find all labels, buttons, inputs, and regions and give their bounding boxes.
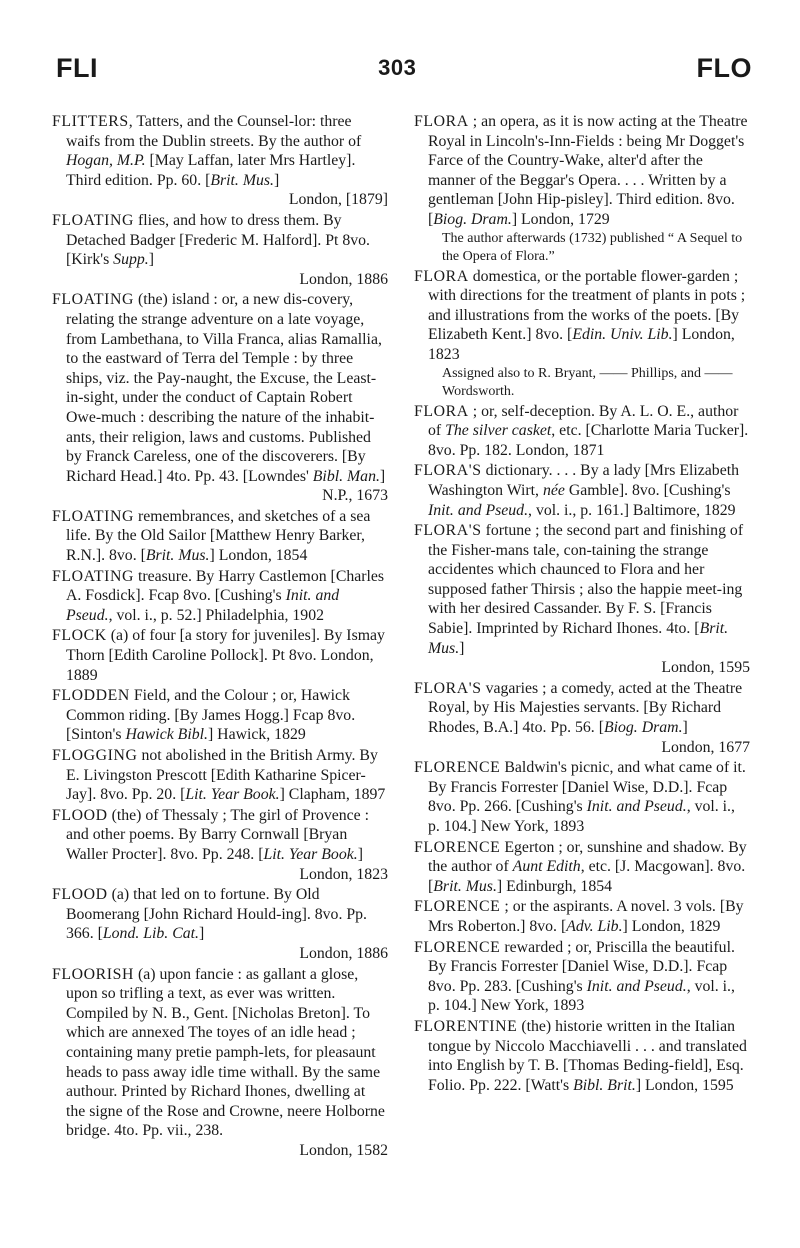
entry-imprint: London, 1823 — [299, 865, 388, 883]
entry-headword: FLORA — [414, 113, 469, 130]
entry-description: not abolished in the British Army. By E. Livingston Prescott [Edith Katharine Spicer-Jay]. 8vo. Pp. 20. [Lit. Year Book.] Clapham, 1897 — [66, 747, 386, 804]
entry-description: Field, and the Colour ; or, Hawick Common riding. [By James Hogg.] Fcap 8vo. [Sinton's Hawick Bibl.] Hawick, 1829 — [66, 687, 356, 744]
entry-description: vagaries ; a comedy, acted at the Theatre Royal, by His Majesties servants. [By Richard Rhodes, B.A.] 4to. Pp. 56. [Biog. Dram.] — [428, 679, 743, 737]
entry-headword: FLORA'S — [414, 522, 482, 540]
entry-description: domestica, or the portable flower-garden ; with directions for the treatment of plants in pots ; and illustrations from the works of the poets. [By Elizabeth Kent.] 8vo. [Edin. Univ. Lib.] London, 1823 — [428, 267, 746, 363]
entry-imprint: London, [1879] — [288, 191, 388, 209]
bib-entry — [414, 267, 750, 401]
entry-description: (the) historie written in the Italian tongue by Niccolo Macchiavelli . . . and translated into English by T. B. [Thomas Beding-field], Esq. Folio. Pp. 222. [Watt's Bibl. Brit.] London, 1595 — [428, 1017, 747, 1094]
entry-headword: FLORENCE — [414, 898, 501, 916]
entry-headword: FLITTERS — [52, 113, 129, 130]
bib-entry — [414, 897, 750, 936]
left-column — [52, 112, 388, 1161]
entry-note: The author afterwards (1732) published “ A Sequel to the Opera of Flora.” — [442, 230, 743, 264]
entry-headword: FLORENCE — [414, 938, 501, 956]
entry-description: remembrances, and sketches of a sea life. By the Old Sailor [Matthew Henry Barker, R.N.]. 8vo. [Brit. Mus.] London, 1854 — [66, 507, 371, 565]
entry-description: dictionary. . . . By a lady [Mrs Elizabeth Washington Wirt, née Gamble]. 8vo. [Cushing's Init. and Pseud., vol. i., p. 161.] Baltimore, 1829 — [428, 462, 739, 519]
right-guide-word: FLO — [696, 52, 752, 83]
bib-entry — [414, 679, 750, 757]
entry-headword: FLORENCE — [414, 759, 501, 777]
bib-entry — [52, 806, 388, 884]
entry-headword: FLORA'S — [414, 679, 482, 697]
left-guide-word: FLI — [56, 52, 98, 83]
bib-entry — [52, 686, 388, 745]
bib-entry — [52, 507, 388, 566]
entry-imprint: N.P., 1673 — [322, 487, 388, 505]
entry-note: Assigned also to R. Bryant, —— Phillips, and —— Wordsworth. — [442, 365, 733, 399]
bib-entry — [52, 290, 388, 506]
entry-headword: FLORA — [414, 402, 469, 420]
entry-headword: FLOATING — [52, 211, 135, 229]
bib-entry — [52, 885, 388, 963]
entry-imprint: London, 1886 — [299, 270, 388, 288]
entry-description: (the) island : or, a new dis-covery, relating the strange adventure on a late voyage, from Lambethana, to Villa Franca, alias Ramallia, to the eastward of Terra del Temple : by three ships, viz. the Pay-naught, the Excuse, the Least-in-sight, under the conduct of Captain Robert Owe-much : describing the nature of the inhabit-ants, their religion, laws and customs. Published by Franck Careless, one of the discoverers. [By Richard Head.] 4to. Pp. 43. [Lowndes' Bibl. Man.] — [66, 291, 386, 485]
entry-imprint: London, 1886 — [299, 944, 388, 962]
entry-description: Baldwin's picnic, and what came of it. By Francis Forrester [Daniel Wise, D.D.]. Fcap 8vo. Pp. 266. [Cushing's Init. and Pseud., vol. i., p. 104.] New York, 1893 — [428, 759, 746, 835]
entry-headword: FLODDEN — [52, 687, 130, 705]
entry-headword: FLOATING — [52, 567, 135, 585]
running-header — [56, 48, 752, 88]
bib-entry — [414, 461, 750, 520]
bib-entry — [52, 112, 388, 210]
entry-headword: FLOOD — [52, 886, 108, 904]
entry-headword: FLOATING — [52, 291, 135, 309]
entry-imprint: London, 1595 — [661, 659, 750, 677]
entry-headword: FLOGGING — [52, 747, 138, 764]
entry-headword: FLOORISH — [52, 965, 135, 983]
entry-headword: FLOCK — [52, 627, 107, 645]
page-number: 303 — [378, 55, 417, 80]
entry-headword: FLORENTINE — [414, 1017, 518, 1035]
entry-description: (a) that led on to fortune. By Old Boomerang [John Richard Hould-ing]. 8vo. Pp. 366. [Lond. Lib. Cat.] — [66, 886, 367, 943]
bib-entry — [52, 746, 388, 805]
entry-description: flies, and how to dress them. By Detached Badger [Frederic M. Halford]. Pt 8vo. [Kirk's Supp.] — [66, 211, 370, 269]
bib-entry — [414, 938, 750, 1016]
entry-headword: FLOOD — [52, 806, 108, 824]
entry-description: rewarded ; or, Priscilla the beautiful. By Francis Forrester [Daniel Wise, D.D.]. Fcap 8vo. Pp. 283. [Cushing's Init. and Pseud., vol. i., p. 104.] New York, 1893 — [428, 938, 735, 1015]
entry-headword: FLORA'S — [414, 462, 482, 480]
entry-headword: FLOATING — [52, 507, 135, 525]
entry-description: (a) of four [a story for juveniles]. By Ismay Thorn [Edith Caroline Pollock]. Pt 8vo. London, 1889 — [66, 627, 385, 684]
bib-entry — [414, 521, 750, 678]
bib-entry — [414, 838, 750, 897]
right-column — [414, 112, 750, 1096]
entry-description: Egerton ; or, sunshine and shadow. By the author of Aunt Edith, etc. [J. Macgowan]. 8vo. [Brit. Mus.] Edinburgh, 1854 — [428, 838, 747, 895]
bib-entry — [52, 965, 388, 1161]
bib-entry — [414, 758, 750, 836]
bib-entry — [52, 567, 388, 626]
bib-entry — [414, 1017, 750, 1095]
bib-entry — [414, 112, 750, 266]
bib-entry — [52, 626, 388, 685]
entry-description: (the) of Thessaly ; The girl of Provence : and other poems. By Barry Cornwall [Bryan Waller Procter]. 8vo. Pp. 248. [Lit. Year Book.] — [66, 806, 369, 863]
entry-headword: FLORENCE — [414, 838, 501, 856]
entry-description: treasure. By Harry Castlemon [Charles A. Fosdick]. Fcap 8vo. [Cushing's Init. and Pseud., vol. i., p. 52.] Philadelphia, 1902 — [66, 567, 385, 624]
entry-imprint: London, 1582 — [299, 1141, 388, 1159]
entry-imprint: London, 1677 — [661, 738, 750, 756]
entry-description: , Tatters, and the Counsel-lor: three waifs from the Dublin streets. By the author of Hogan, M.P. [May Laffan, later Mrs Hartley]. Third edition. Pp. 60. [Brit. Mus.] — [66, 113, 362, 189]
entry-description: fortune ; the second part and finishing of the Fisher-mans tale, con-taining the strange accidentes which chaunced to Flora and her supposed father Thirsis ; also the happie meet-ing with her desired Cassander. By F. S. [Francis Sabie]. Imprinted by Richard Ihones. 4to. [Brit. Mus.] — [428, 522, 744, 657]
entry-description: ; an opera, as it is now acting at the Theatre Royal in Lincoln's-Inn-Fields : being Mr Dogget's Farce of the Country-Wake, alter'd after the manner of the Beggar's Opera. . . . Written by a gentleman [John Hip-pisley]. Third edition. 8vo. [Biog. Dram.] London, 1729 — [428, 113, 748, 228]
entry-description: ; or, self-deception. By A. L. O. E., author of The silver casket, etc. [Charlotte Maria Tucker]. 8vo. Pp. 182. London, 1871 — [428, 402, 749, 459]
bib-entry — [52, 211, 388, 289]
bib-entry — [414, 402, 750, 461]
entry-description: ; or the aspirants. A novel. 3 vols. [By Mrs Roberton.] 8vo. [Adv. Lib.] London, 1829 — [428, 898, 744, 935]
entry-description: (a) upon fancie : as gallant a glose, upon so trifling a text, as ever was written. Compiled by N. B., Gent. [Nicholas Breton]. To which are annexed The toyes of an idle head ; containing many pretie pamph-lets, for pleasaunt heads to pass away idle time withall. By the same authour. Printed by Richard Ihones, dwelling at the signe of the Rose and Crowne, neere Holborne bridge. 4to. Pp. vii., 238. — [66, 965, 385, 1140]
entry-headword: FLORA — [414, 267, 469, 285]
